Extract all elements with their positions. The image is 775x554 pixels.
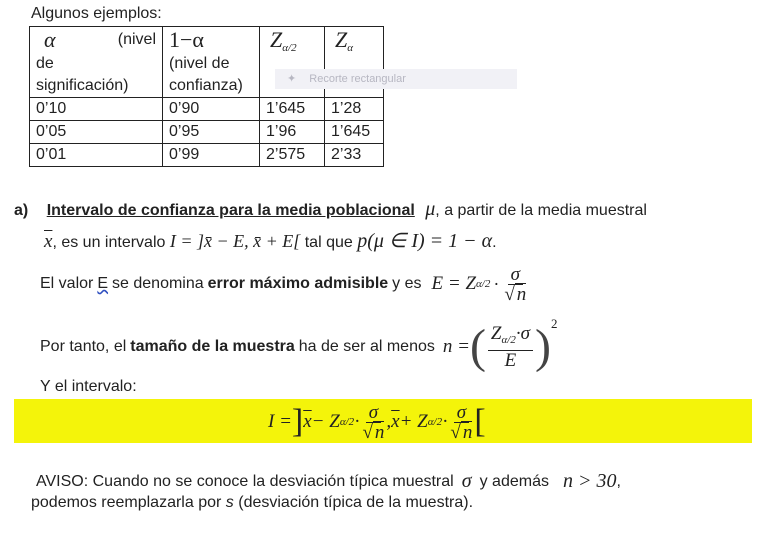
section-a-label: a): [14, 202, 29, 219]
header-confidence: 1−α (nivel de confianza): [163, 27, 260, 98]
sigma-symbol: σ: [461, 470, 472, 492]
section-a-line2: $\overline{x}$, es un intervalo I = ]x̄ − E, x̄ + E[ tal que p(μ ∈ I) = 1 − α.: [44, 230, 497, 252]
section-a-line1: a) Intervalo de confianza para la media poblacional μ, a partir de la media muestral: [14, 198, 647, 220]
error-line: El valor E se denomina error máximo admisible y es E = Z α/2 · $\frac{\sigma}{√ n}$: [40, 263, 527, 305]
sample-size-term: tamaño de la muestra: [130, 338, 295, 355]
header-z-alpha: $Z_\alpha$: [325, 27, 384, 98]
interval-expression: I = ]x̄ − E, x̄ + E[: [169, 231, 301, 251]
n-fraction: $\frac{Z_{\alpha/2}\cdot\sigma}{E}$: [488, 324, 533, 370]
interval-formula: I = ] $\overline{x}$ − Z α/2 · $\frac{\sigma}{√ n}$ , $\overline{x}$ + Z α/2 · $\frac{\sigma}{√ n}$ [: [268, 401, 486, 443]
xbar-symbol: $\overline{x}$: [44, 231, 53, 252]
table-row: 0’01 0’99 2’575 2’33: [30, 144, 384, 167]
header-significance: α (nivel de significación): [30, 27, 163, 98]
table-row: 0’05 0’95 1’96 1’645: [30, 121, 384, 144]
alpha-symbol: α: [44, 27, 56, 52]
n-formula-lhs: n =: [442, 336, 470, 357]
sample-size-line: Por tanto, el tamaño de la muestra ha de ser al menos n = ( $\frac{Z_{\alpha/2}\cdot\sigma}{E}$ ) 2: [40, 316, 558, 373]
table-row: 0’10 0’90 1’645 1’28: [30, 98, 384, 121]
sigma-over-sqrt-n: $\frac{\sigma}{√ n}$: [504, 263, 527, 305]
n-condition: n > 30: [562, 470, 617, 492]
aviso-line2: podemos reemplazarla por s (desviación típica de la muestra).: [31, 494, 474, 511]
one-minus-alpha-symbol: 1−α: [169, 27, 204, 52]
interval-label: Y el intervalo:: [40, 378, 137, 395]
intro-label: Algunos ejemplos:: [31, 5, 162, 22]
probability-expression: p(μ ∈ I) = 1 − α: [357, 230, 493, 252]
s-symbol: s: [225, 494, 234, 511]
examples-table: [29, 26, 384, 167]
exponent-two: 2: [550, 316, 558, 331]
error-max-term: error máximo admisible: [207, 275, 389, 292]
header-z-alpha-half: $Z_{\alpha/2}$: [260, 27, 325, 98]
mu-symbol: μ: [425, 198, 436, 220]
ghost-overlay: ✦ Recorte rectangular: [275, 69, 517, 89]
aviso-line1: AVISO: Cuando no se conoce la desviación típica muestral σ y además n > 30 ,: [36, 470, 621, 492]
E-formula-lhs: E = Z: [431, 273, 477, 294]
E-symbol: E: [97, 275, 109, 292]
section-a-title: Intervalo de confianza para la media poblacional: [46, 202, 415, 219]
